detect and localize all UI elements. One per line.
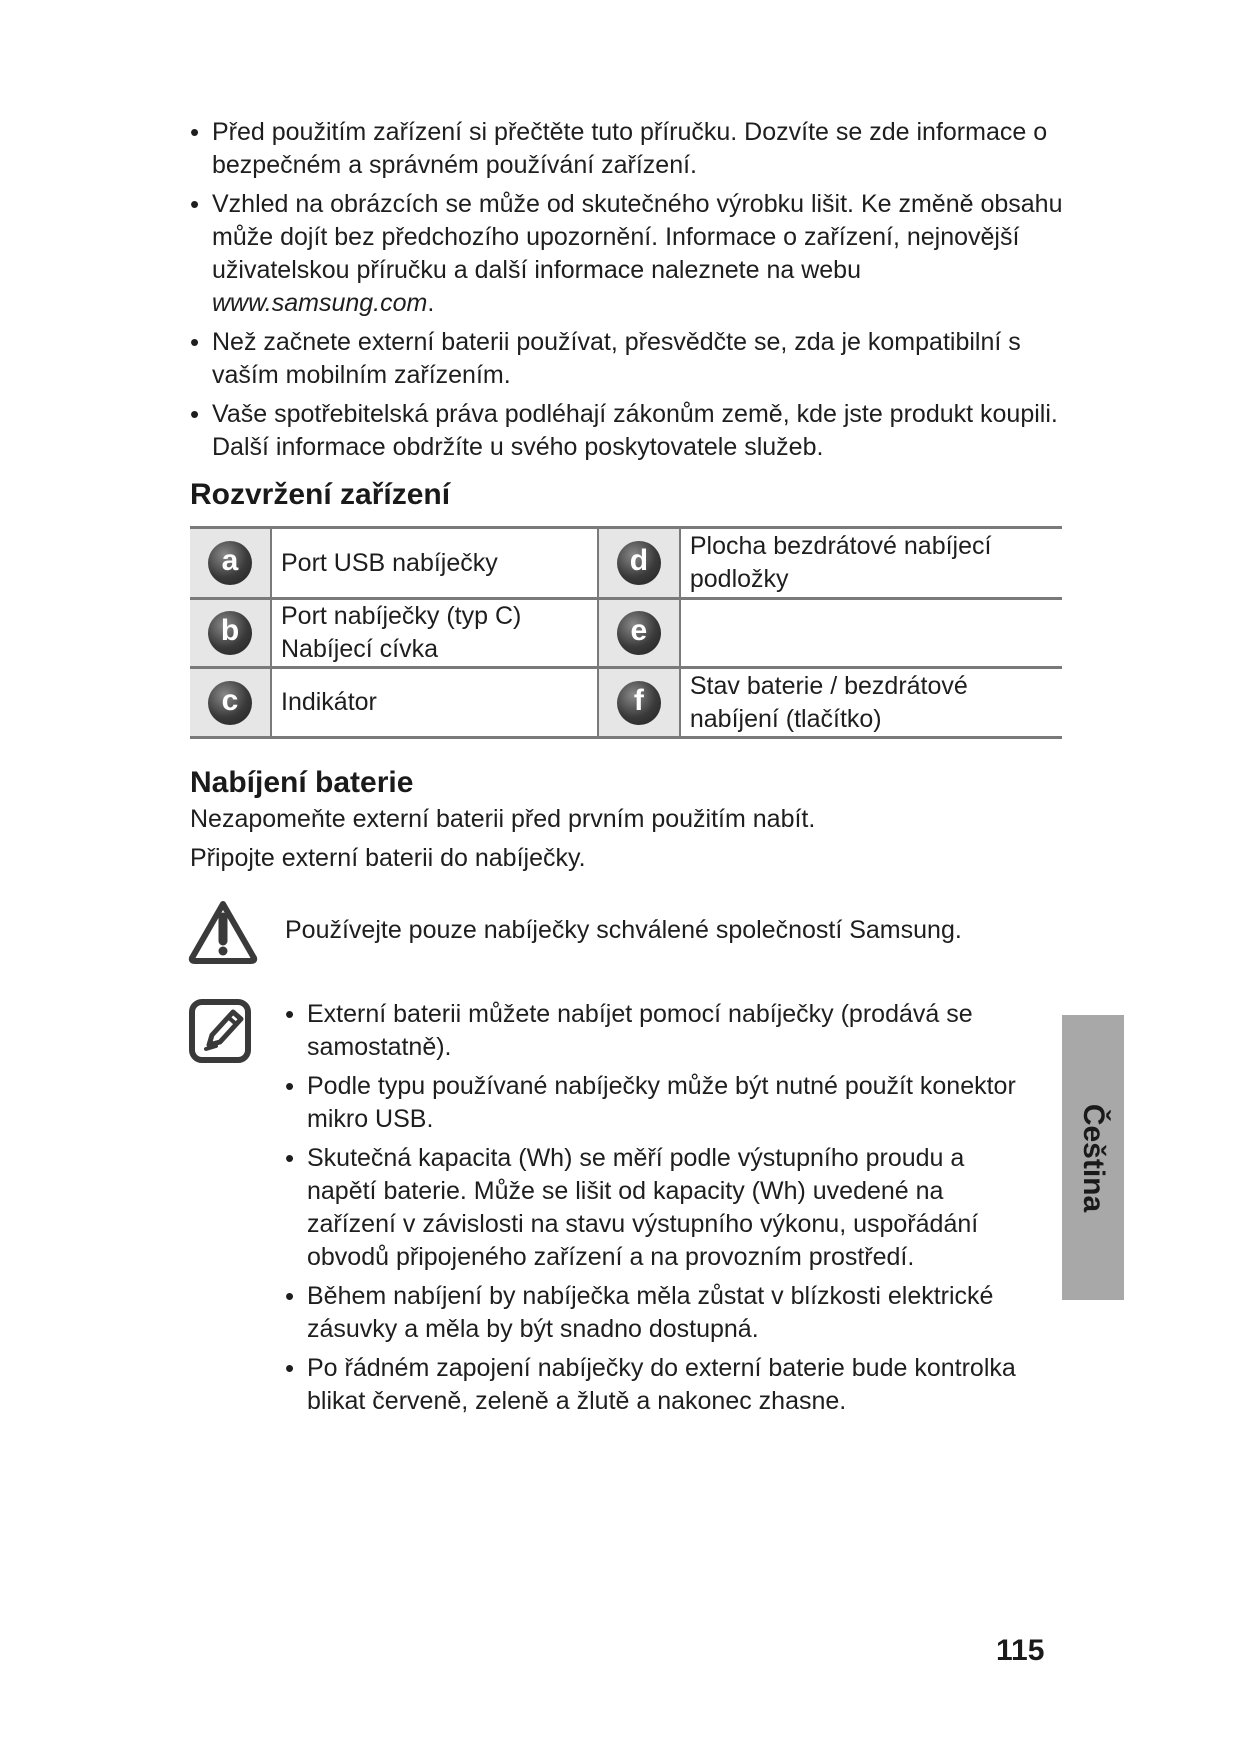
charging-paragraph: Připojte externí baterii do nabíječky. xyxy=(190,844,586,872)
table-row xyxy=(190,668,1062,738)
warning-icon xyxy=(188,900,258,964)
part-label-cell xyxy=(271,599,598,668)
letter-e-icon: e xyxy=(617,611,661,655)
part-label-cell xyxy=(680,528,1062,599)
charging-paragraph: Nezapomeňte externí baterii před prvním použitím nabít. xyxy=(190,805,816,833)
note-text: Během nabíjení by nabíječka měla zůstat v blízkosti elektrické zásuvky a měla by být snadno dostupná. xyxy=(307,1282,994,1343)
note-text: Po řádném zapojení nabíječky do externí baterie bude kontrolka blikat červeně, zeleně a žlutě a nakonec zhasne. xyxy=(307,1354,1016,1415)
letter-b-icon: b xyxy=(208,611,252,655)
device-layout-heading: Rozvržení zařízení xyxy=(190,478,451,511)
intro-bullet xyxy=(212,116,1092,182)
letter-cell xyxy=(190,599,271,668)
note-text: Skutečná kapacita (Wh) se měří podle výstupního proudu a napětí baterie. Může se lišit od kapacity (Wh) uvedené na zařízení v závislosti na stavu výstupního výkonu, uspořádání obvodů připojeného zařízení a na provozním prostředí. xyxy=(307,1144,979,1271)
note-text: Podle typu používané nabíječky může být nutné použít konektor mikro USB. xyxy=(307,1072,1016,1133)
language-tab-label: Čeština xyxy=(1077,1103,1110,1212)
intro-bullet-text: Vaše spotřebitelská práva podléhají zákonům země, kde jste produkt koupili. Další informace obdržíte u svého poskytovatele služeb. xyxy=(212,400,1058,461)
part-label-cell xyxy=(680,599,1062,668)
letter-cell xyxy=(190,528,271,599)
battery-charging-heading: Nabíjení baterie xyxy=(190,766,414,799)
note-bullet xyxy=(307,998,1027,1064)
page-number: 115 xyxy=(996,1634,1045,1667)
intro-bullet xyxy=(212,188,1092,320)
letter-a-icon: a xyxy=(208,541,252,585)
note-bullet xyxy=(307,1142,1027,1274)
part-label: Indikátor xyxy=(281,688,377,716)
part-label-cell xyxy=(271,668,598,738)
part-label-cell xyxy=(680,668,1062,738)
part-label: Plocha bezdrátové nabíjecí podložky xyxy=(689,532,992,593)
website-suffix: . xyxy=(427,289,435,317)
note-bullet xyxy=(307,1280,1027,1346)
part-label: Port nabíječky (typ C) Nabíjecí cívka xyxy=(281,602,522,663)
letter-cell xyxy=(598,599,680,668)
website-link[interactable]: www.samsung.com xyxy=(212,289,428,317)
letter-d-icon: d xyxy=(617,541,661,585)
part-label-cell xyxy=(271,528,598,599)
part-label: Stav baterie / bezdrátové nabíjení (tlačítko) xyxy=(689,671,968,733)
note-pencil-icon xyxy=(188,997,254,1065)
note-bullet xyxy=(307,1352,1027,1418)
intro-bullet-text: Před použitím zařízení si přečtěte tuto příručku. Dozvíte se zde informace o bezpečném a správném používání zařízení. xyxy=(212,118,1048,179)
letter-f-icon: f xyxy=(617,681,661,725)
language-side-tab xyxy=(1062,1015,1124,1300)
device-layout-table xyxy=(190,526,1062,739)
letter-cell xyxy=(598,668,680,738)
intro-bullet xyxy=(212,398,1092,464)
letter-cell xyxy=(190,668,271,738)
intro-bullet-text: Vzhled na obrázcích se může od skutečného výrobku lišit. Ke změně obsahu může dojít bez předchozího upozornění. Informace o zařízení, nejnovější uživatelskou příručku a další informace naleznete na webu xyxy=(212,190,1063,284)
note-text: Externí baterii můžete nabíjet pomocí nabíječky (prodává se samostatně). xyxy=(307,1000,973,1061)
table-row xyxy=(190,599,1062,668)
part-label: Port USB nabíječky xyxy=(281,548,498,577)
letter-c-icon: c xyxy=(208,681,252,725)
notes-bullet-list xyxy=(307,998,1027,1424)
note-bullet xyxy=(307,1070,1027,1136)
warning-text: Používejte pouze nabíječky schválené společností Samsung. xyxy=(285,916,962,944)
table-row xyxy=(190,528,1062,599)
letter-cell xyxy=(598,528,680,599)
intro-bullet-list xyxy=(212,116,1092,470)
intro-bullet-text: Než začnete externí baterii používat, přesvědčte se, zda je kompatibilní s vaším mobilním zařízením. xyxy=(212,328,1021,389)
intro-bullet xyxy=(212,326,1092,392)
